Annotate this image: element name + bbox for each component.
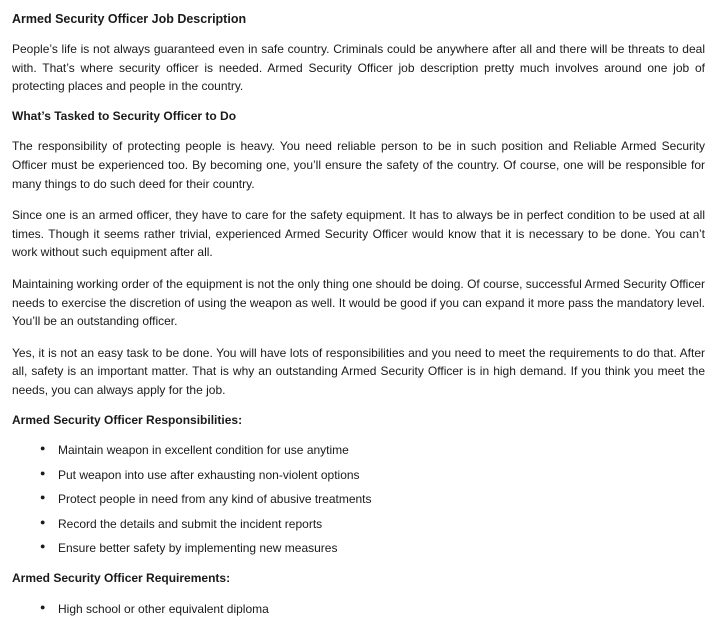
list-item: ● High school or other equivalent diploma xyxy=(58,600,705,618)
list-item: ● Protect people in need from any kind of abusive treatments xyxy=(58,490,705,509)
list-item: ● Put weapon into use after exhausting non-violent options xyxy=(58,466,705,485)
body-paragraph: Yes, it is not an easy task to be done. You will have lots of responsibilities and you need to meet the requirements to do that. After all, safety is an important matter. That is why an outstanding Armed Security Officer is in high demand. If you think you meet the needs, you can always apply for the job. xyxy=(12,345,705,397)
body-paragraph: Maintaining working order of the equipment is not the only thing one should be doing. Of course, successful Armed Security Officer needs to exercise the discretion of using the weapon as well. It would be good if you can expand it more pass the mandatory level. You’ll be an outstanding officer. xyxy=(12,276,705,329)
list-item: ● Ensure better safety by implementing new measures xyxy=(58,539,705,558)
body-paragraph: Since one is an armed officer, they have to care for the safety equipment. It has to always be in perfect condition to be used at all times. Though it seems rather trivial, experienced Armed Security Officer would know that it is necessary to be done. You can’t work without such equipment after all. xyxy=(12,208,705,260)
list-item: ● Maintain weapon in excellent condition for use anytime xyxy=(58,441,705,460)
bullet-list xyxy=(12,441,705,558)
body-paragraph: People’s life is not always guaranteed even in safe country. Criminals could be anywhere after all and there will be threats to deal with. That’s where security officer is needed. Armed Security Officer job description pretty much involves around one job of protecting places and people in the country. xyxy=(12,42,705,94)
section-subheading: Armed Security Officer Responsibilities: xyxy=(12,412,243,427)
section-subheading: Armed Security Officer Requirements: xyxy=(12,571,231,586)
list-item: ● Record the details and submit the incident reports xyxy=(58,515,705,534)
body-paragraph: The responsibility of protecting people is heavy. You need reliable person to be in such position and Reliable Armed Security Officer must be experienced too. By becoming one, you’ll ensure the safety of the country. Of course, one will be responsible for many things to do such deed for their country. xyxy=(12,139,705,191)
bullet-list xyxy=(12,600,705,618)
document-body xyxy=(12,40,705,618)
page-title: Armed Security Officer Job Description xyxy=(12,12,247,26)
section-subheading: What’s Tasked to Security Officer to Do xyxy=(12,108,237,123)
